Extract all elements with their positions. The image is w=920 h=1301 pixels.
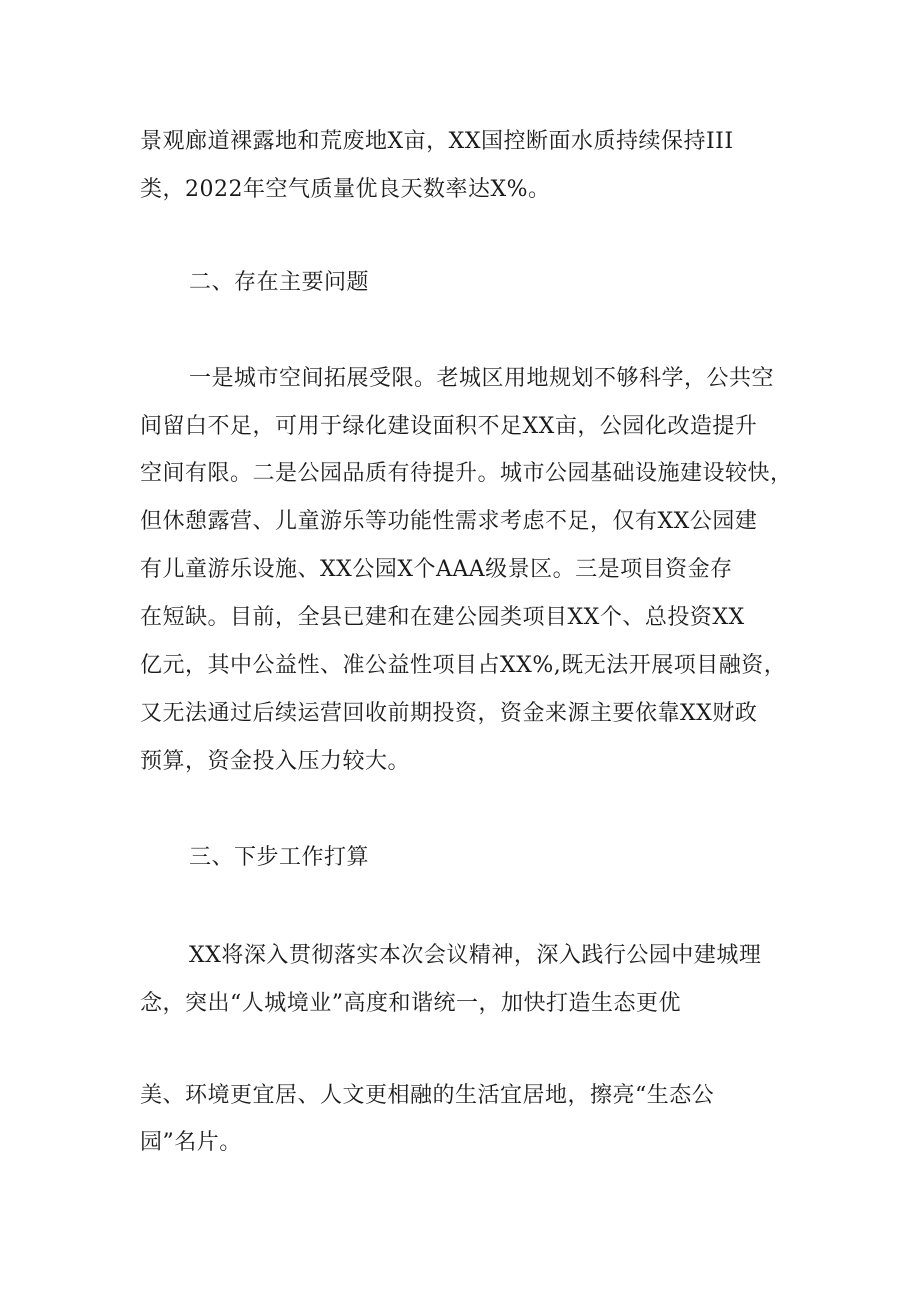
paragraph-line: 一是城市空间拓展受限。老城区用地规划不够科学，公共空 [189,366,775,391]
paragraph-line: 念，突出“人城境业”高度和谐统一，加快打造生态更优 [140,991,681,1016]
paragraph-line: 但休憩露营、儿童游乐等功能性需求考虑不足，仅有XX公园建 [140,509,758,534]
paragraph-line: 有儿童游乐设施、XX公园X个AAA级景区。三是项目资金存 [140,557,733,582]
intro-line-2: 类，2022年空气质量优良天数率达X%。 [140,177,551,202]
paragraph-line: 预算，资金投入压力较大。 [140,749,411,774]
paragraph-line: 在短缺。目前，全县已建和在建公园类项目XX个、总投资XX [140,605,745,630]
paragraph-line: 园”名片。 [140,1130,242,1155]
paragraph-line: 又无法通过后续运营回收前期投资，资金来源主要依靠XX财政 [140,701,758,726]
paragraph-line: 间留白不足，可用于绿化建设面积不足XX亩，公园化改造提升 [140,414,758,439]
paragraph-line: 美、环境更宜居、人文更相融的生活宜居地，擦亮“生态公 [140,1083,715,1108]
section-heading-next-steps: 三、下步工作打算 [189,845,370,870]
paragraph-line: XX将深入贯彻落实本次会议精神，深入践行公园中建城理 [189,943,762,968]
paragraph-line: 亿元，其中公益性、准公益性项目占XX%,既无法开展项目融资， [140,653,787,678]
intro-line-1: 景观廊道裸露地和荒废地X亩，XX国控断面水质持续保持III [140,129,734,154]
section-heading-problems: 二、存在主要问题 [189,270,370,295]
paragraph-line: 空间有限。二是公园品质有待提升。城市公园基础设施建设较快， [140,461,793,486]
